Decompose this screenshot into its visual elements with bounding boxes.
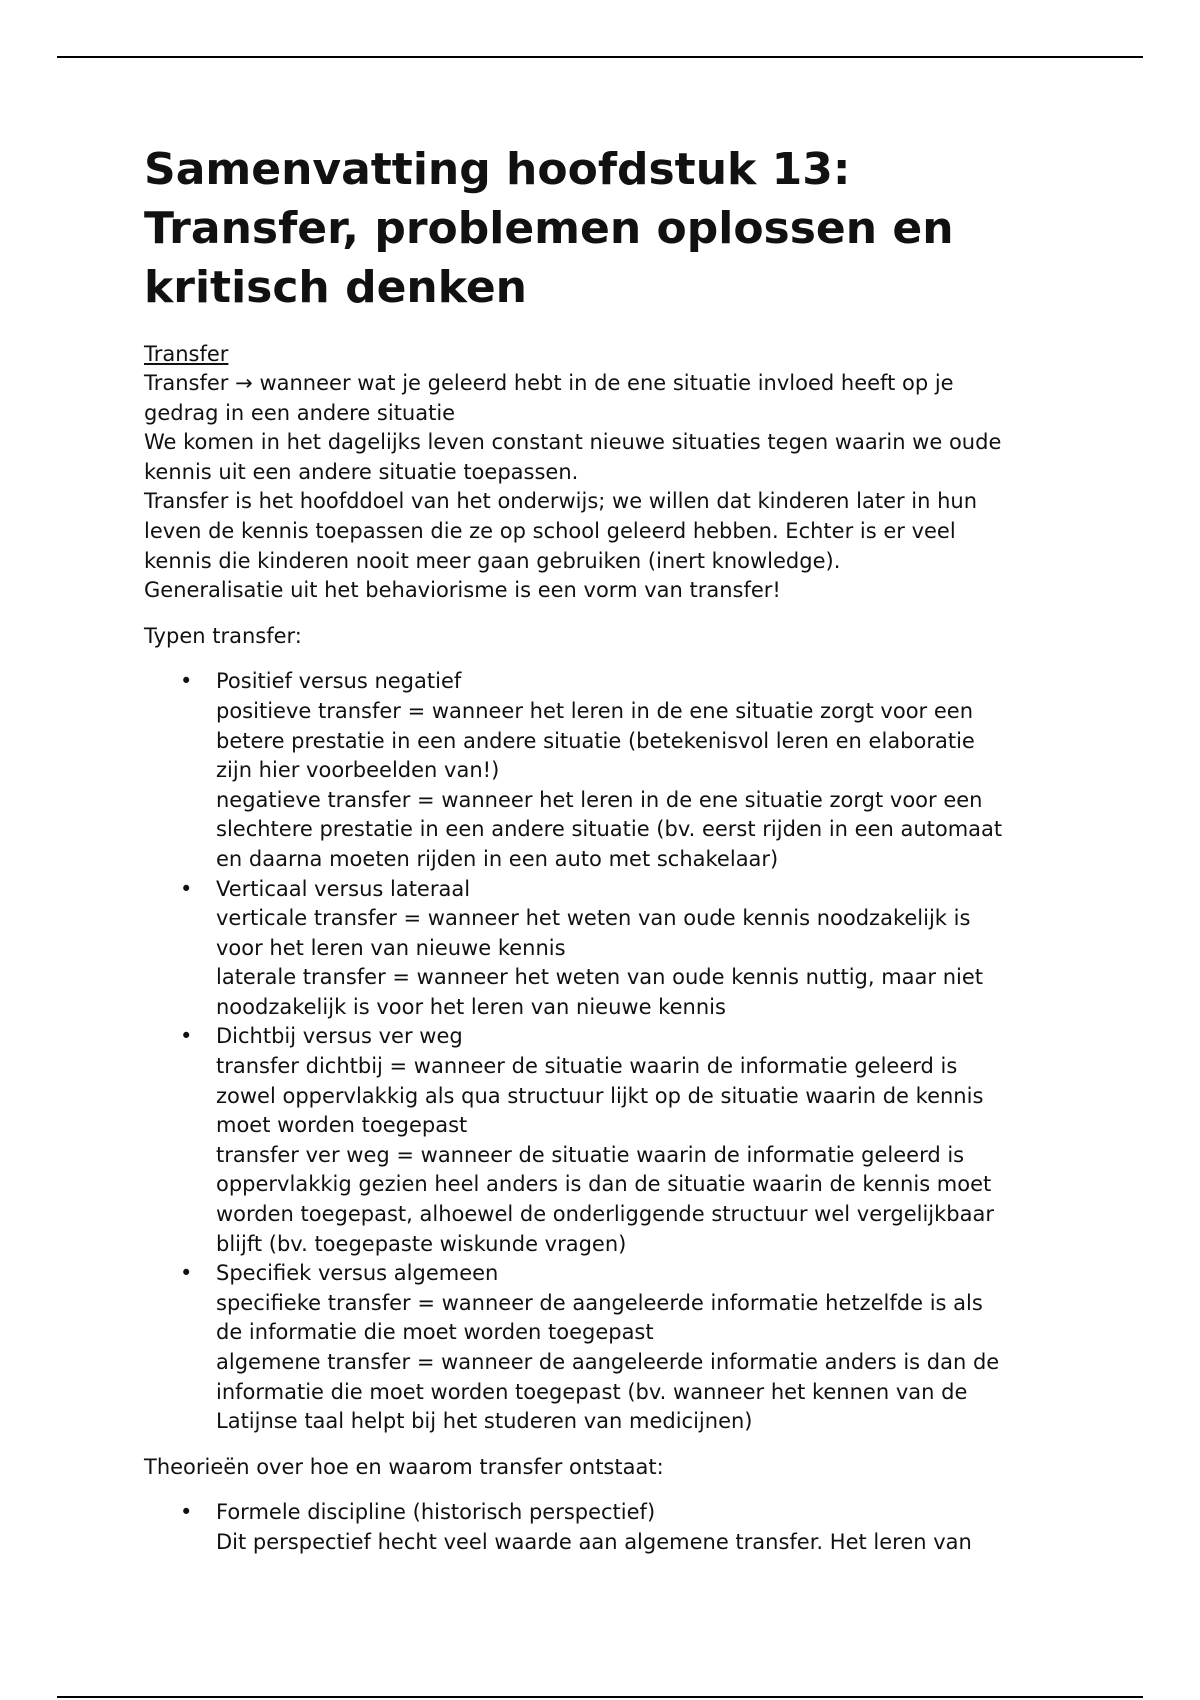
list-item-verticaal-lateraal (144, 875, 1064, 1023)
list-item-text: en daarna moeten rijden in een auto met schakelaar) (216, 846, 779, 871)
list-item-text: worden toegepast, alhoewel de onderliggende structuur wel vergelijkbaar (216, 1202, 994, 1227)
document-title (144, 140, 1064, 317)
title-line-2: Transfer, problemen oplossen en (144, 203, 954, 254)
list-item-title: Formele discipline (historisch perspectief) (216, 1500, 656, 1525)
intro-term: Transfer (144, 371, 229, 395)
list-item-text: voor het leren van nieuwe kennis (216, 935, 566, 960)
list-item-text: positieve transfer = wanneer het leren in de ene situatie zorgt voor een (216, 698, 974, 723)
types-list (144, 667, 1064, 1436)
bullet-icon: • (180, 1261, 193, 1286)
list-item-text: zowel oppervlakkig als qua structuur lijkt op de situatie waarin de kennis (216, 1083, 984, 1108)
header-rule (57, 56, 1143, 58)
list-item-text: noodzakelijk is voor het leren van nieuwe kennis (216, 994, 726, 1019)
list-item-text: algemene transfer = wanneer de aangeleerde informatie anders is dan de (216, 1350, 1000, 1374)
intro-line-3: We komen in het dagelijks leven constant nieuwe situaties tegen waarin we oude (144, 430, 1002, 455)
intro-line-7: kennis die kinderen nooit meer gaan gebruiken (inert knowledge). (144, 548, 841, 573)
list-item-positief-negatief (144, 667, 1064, 874)
intro-line-2: gedrag in een andere situatie (144, 400, 456, 425)
arrow-right-icon: → (235, 371, 253, 395)
intro-line-4: kennis uit een andere situatie toepassen. (144, 459, 579, 484)
list-item-text: transfer ver weg = wanneer de situatie waarin de informatie geleerd is (216, 1142, 965, 1167)
list-item-formele-discipline (144, 1498, 1064, 1557)
list-item-text: Latijnse taal helpt bij het studeren van medicijnen) (216, 1409, 753, 1434)
theories-heading: Theorieën over hoe en waarom transfer ontstaat: (144, 1454, 664, 1479)
intro-line-6: leven de kennis toepassen die ze op school geleerd hebben. Echter is er veel (144, 518, 956, 543)
types-heading: Typen transfer: (144, 623, 302, 648)
list-item-text: negatieve transfer = wanneer het leren in de ene situatie zorgt voor een (216, 787, 983, 812)
footer-rule (57, 1696, 1143, 1698)
intro-definition: wanneer wat je geleerd hebt in de ene situatie invloed heeft op je (259, 371, 954, 395)
list-item-title: Verticaal versus lateraal (216, 876, 471, 901)
bullet-icon: • (180, 876, 193, 901)
list-item-title: Specifiek versus algemeen (216, 1261, 499, 1286)
list-item-text: verticale transfer = wanneer het weten van oude kennis noodzakelijk is (216, 906, 971, 931)
bullet-icon: • (180, 669, 193, 694)
list-item-text: slechtere prestatie in een andere situatie (bv. eerst rijden in een automaat (216, 817, 1003, 842)
document-body (144, 140, 1064, 1558)
list-item-specifiek-algemeen (144, 1259, 1064, 1437)
title-line-1: Samenvatting hoofdstuk 13: (144, 144, 851, 195)
list-item-text: blijft (bv. toegepaste wiskunde vragen) (216, 1231, 627, 1256)
bullet-icon: • (180, 1024, 193, 1049)
intro-line-5: Transfer is het hoofddoel van het onderwijs; we willen dat kinderen later in hun (144, 489, 978, 514)
list-item-title: Positief versus negatief (216, 669, 462, 694)
intro-line-1 (144, 369, 1064, 399)
intro-paragraph (144, 369, 1064, 606)
list-item-dichtbij-ver-weg (144, 1022, 1064, 1259)
list-item-text: transfer dichtbij = wanneer de situatie waarin de informatie geleerd is (216, 1054, 958, 1079)
list-item-text: moet worden toegepast (216, 1113, 468, 1138)
list-item-text: Dit perspectief hecht veel waarde aan algemene transfer. Het leren van (216, 1529, 972, 1554)
list-item-text: specifieke transfer = wanneer de aangeleerde informatie hetzelfde is als (216, 1290, 983, 1315)
intro-line-8: Generalisatie uit het behaviorisme is een vorm van transfer! (144, 578, 781, 603)
bullet-icon: • (180, 1500, 193, 1525)
list-item-text: informatie die moet worden toegepast (bv. wanneer het kennen van de (216, 1379, 968, 1404)
section-heading-transfer: Transfer (144, 342, 229, 366)
title-line-3: kritisch denken (144, 262, 527, 313)
theories-list (144, 1498, 1064, 1557)
list-item-text: zijn hier voorbeelden van!) (216, 758, 500, 783)
list-item-text: betere prestatie in een andere situatie (betekenisvol leren en elaboratie (216, 728, 975, 753)
list-item-text: de informatie die moet worden toegepast (216, 1320, 654, 1345)
list-item-title: Dichtbij versus ver weg (216, 1024, 463, 1049)
list-item-text: oppervlakkig gezien heel anders is dan de situatie waarin de kennis moet (216, 1172, 992, 1197)
list-item-text: laterale transfer = wanneer het weten van oude kennis nuttig, maar niet (216, 965, 984, 990)
